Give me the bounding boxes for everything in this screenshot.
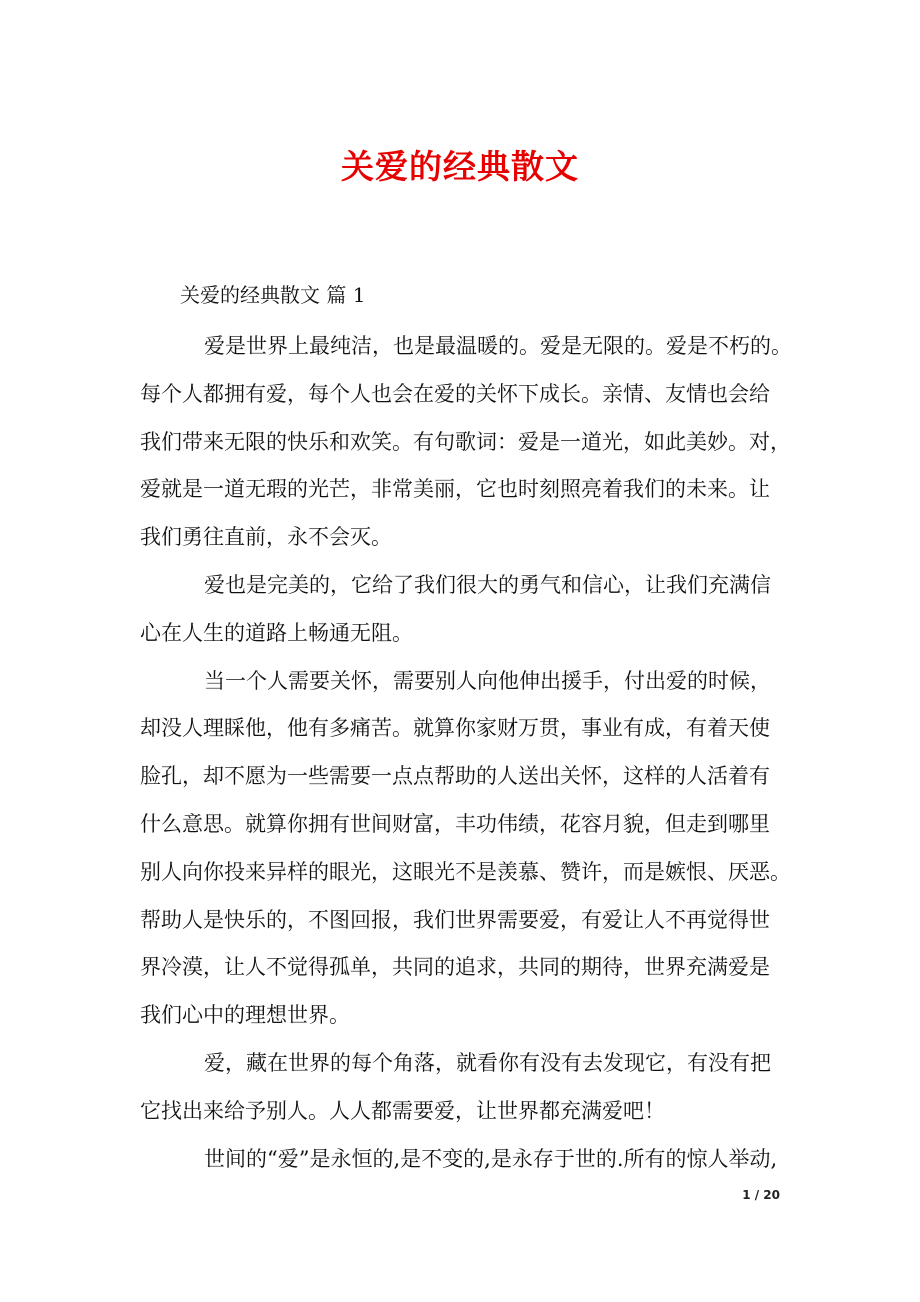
paragraph-line: 爱，藏在世界的每个角落，就看你有没有去发现它，有没有把	[204, 1050, 771, 1075]
paragraph-line: 却没人理睬他，他有多痛苦。就算你家财万贯，事业有成，有着天使	[140, 716, 770, 741]
paragraph-line: 帮助人是快乐的，不图回报，我们世界需要爱，有爱让人不再觉得世	[140, 907, 770, 932]
paragraph-line: 当一个人需要关怀，需要别人向他伸出援手，付出爱的时候，	[204, 668, 771, 693]
paragraph-line: 别人向你投来异样的眼光，这眼光不是羡慕、赞许，而是嫉恨、厌恶。	[140, 859, 791, 884]
document-title: 关爱的经典散文	[341, 147, 579, 186]
page-number: 1 / 20	[742, 1188, 780, 1202]
section-heading: 关爱的经典散文 篇 1	[180, 283, 366, 307]
paragraph-line: 脸孔，却不愿为一些需要一点点帮助的人送出关怀，这样的人活着有	[140, 764, 770, 789]
paragraph-line: 我们带来无限的快乐和欢笑。有句歌词：爱是一道光，如此美妙。对，	[140, 429, 791, 454]
paragraph-line: 什么意思。就算你拥有世间财富，丰功伟绩，花容月貌，但走到哪里	[140, 811, 770, 836]
paragraph-line: 世间的“爱”是永恒的,是不变的,是永存于世的.所有的惊人举动,	[204, 1146, 778, 1171]
paragraph-line: 每个人都拥有爱，每个人也会在爱的关怀下成长。亲情、友情也会给	[140, 381, 770, 406]
paragraph-line: 我们勇往直前，永不会灭。	[140, 525, 392, 550]
paragraph-line: 心在人生的道路上畅通无阻。	[140, 620, 413, 645]
paragraph-line: 爱就是一道无瑕的光芒，非常美丽，它也时刻照亮着我们的未来。让	[140, 477, 770, 502]
paragraph-line: 爱是世界上最纯洁，也是最温暖的。爱是无限的。爱是不朽的。	[204, 334, 792, 358]
paragraph-line: 我们心中的理想世界。	[140, 1003, 350, 1028]
paragraph-line: 爱也是完美的，它给了我们很大的勇气和信心，让我们充满信	[204, 572, 771, 597]
paragraph-line: 它找出来给予别人。人人都需要爱，让世界都充满爱吧！	[140, 1098, 665, 1123]
paragraph-line: 界冷漠，让人不觉得孤单，共同的追求，共同的期待，世界充满爱是	[140, 955, 770, 980]
body-text	[140, 323, 790, 1183]
